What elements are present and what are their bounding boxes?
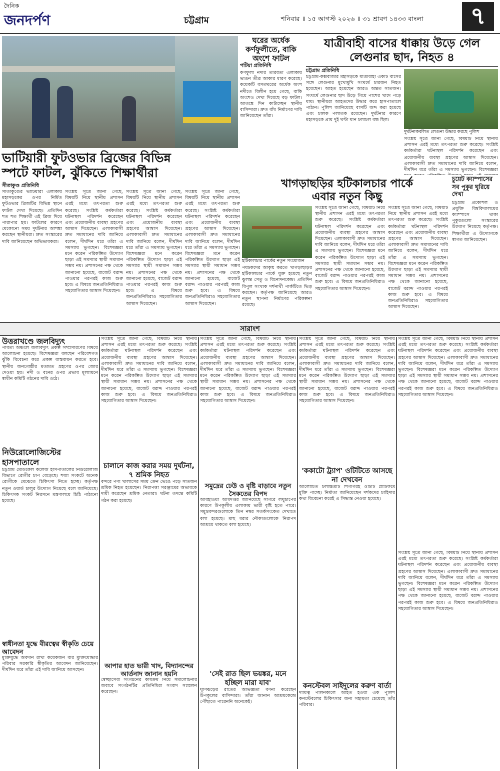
headline-bhatiyari-line2: স্পটে ফাটল, ঝুঁকিতে শিক্ষার্থীরা [2,165,158,180]
body-bhatiyari-col2: সংশ্লিষ্ট সূত্রে জানা গেছে, বিষয়টি নিয়ে স্থানীয় প্রশাসন এরই মধ্যে তৎপরতা শুরু করেছে। সংশ্লিষ্ট কর্মকর্তারা ঘটনাস্থল পরিদর্শন করেছেন এবং প্রয়োজনীয় ব্যবস্থা গ্রহণের আশ্বাস দিয়েছেন। এলাকাবাসী দ্রুত সমাধানের দাবি জানিয়ে বলেন, দীর্ঘদিন ধরে তাঁরা এ সমস্যায় ভুগছেন। বিশেষজ্ঞরা মনে করেন পরিকল্পিত উদ্যোগ ছাড়া এই সমস্যার স্থায়ী সমাধান সম্ভব নয়। প্রশাসনের পক্ষ থেকে জানানো হয়েছে, বাজেট বরাদ্দ পাওয়ার পরপরই কাজ শুরু হবে। এ বিষয়ে জনপ্রতিনিধিরাও সহযোগিতার আশ্বাস দিয়েছেন। [65,190,123,295]
newspaper-logo [4,3,66,29]
body-col5-top: সংশ্লিষ্ট সূত্রে জানা গেছে, বিষয়টি নিয়ে স্থানীয় প্রশাসন এরই মধ্যে তৎপরতা শুরু করেছে। সংশ্লিষ্ট কর্মকর্তারা ঘটনাস্থল পরিদর্শন করেছেন এবং প্রয়োজনীয় ব্যবস্থা গ্রহণের আশ্বাস দিয়েছেন। এলাকাবাসী দ্রুত সমাধানের দাবি জানিয়ে বলেন, দীর্ঘদিন ধরে তাঁরা এ সমস্যায় ভুগছেন। বিশেষজ্ঞরা মনে করেন পরিকল্পিত উদ্যোগ ছাড়া এই সমস্যার স্থায়ী সমাধান সম্ভব নয়। প্রশাসনের পক্ষ থেকে জানানো হয়েছে, বাজেট বরাদ্দ পাওয়ার পরপরই কাজ শুরু হবে। এ বিষয়ে জনপ্রতিনিধিরাও সহযোগিতার আশ্বাস দিয়েছেন। [398,337,498,398]
headline-neurology: নিউরোলোজিস্টের হাসপাতালে [2,448,62,467]
byline-bhatiyari: সীতাকুণ্ড প্রতিনিধি [2,183,39,189]
brief-column-4 [299,337,395,769]
body-neurology: চট্টগ্রাম মেডিকেল কলেজ হাসপাতালের নিউরোলজি বিভাগে রোগীর চাপ বেড়েছে। শয্যা সংকটে অনেক রোগীকে মেঝেতে চিকিৎসা নিতে হচ্ছে। কর্তৃপক্ষ নতুন ওয়ার্ড চালুর উদ্যোগ নিয়েছে বলে জানিয়েছে। চিকিৎসক সংকট নিরসনে মন্ত্রণালয়ে চিঠি পাঠানো হয়েছে। [2,468,98,505]
park-photo [242,206,312,258]
headline-bus-line2: লেগুনার ছাদ, নিহত ৪ [349,50,455,64]
page-number: ৭ [462,2,494,31]
body-cockatoo: আলোচিত চলচ্চিত্রটি শিগগিরই ওটিটি প্ল্যাটফর্মে মুক্তি পাচ্ছে। নির্মাতা জানিয়েছেন দর্শকদের চাহিদার কথা বিবেচনা করেই এ সিদ্ধান্ত নেওয়া হয়েছে। [299,485,395,503]
logo-small-text: দৈনিক [4,3,20,10]
body-col4-top: সংশ্লিষ্ট সূত্রে জানা গেছে, বিষয়টি নিয়ে স্থানীয় প্রশাসন এরই মধ্যে তৎপরতা শুরু করেছে। সংশ্লিষ্ট কর্মকর্তারা ঘটনাস্থল পরিদর্শন করেছেন এবং প্রয়োজনীয় ব্যবস্থা গ্রহণের আশ্বাস দিয়েছেন। এলাকাবাসী দ্রুত সমাধানের দাবি জানিয়ে বলেন, দীর্ঘদিন ধরে তাঁরা এ সমস্যায় ভুগছেন। বিশেষজ্ঞরা মনে করেন পরিকল্পিত উদ্যোগ ছাড়া এই সমস্যার স্থায়ী সমাধান সম্ভব নয়। প্রশাসনের পক্ষ থেকে জানানো হয়েছে, বাজেট বরাদ্দ পাওয়ার পরপরই কাজ শুরু হবে। এ বিষয়ে জনপ্রতিনিধিরাও সহযোগিতার আশ্বাস দিয়েছেন। [299,337,395,405]
caption-accident: দুর্ঘটনাকবলিত লেগুনা উদ্ধার করছে পুলিশ [404,130,480,135]
column-rule [198,337,199,769]
brief-column-3 [200,337,296,769]
body-khagrachari-col3: সংশ্লিষ্ট সূত্রে জানা গেছে, বিষয়টি নিয়ে স্থানীয় প্রশাসন এরই মধ্যে তৎপরতা শুরু করেছে। সংশ্লিষ্ট কর্মকর্তারা ঘটনাস্থল পরিদর্শন করেছেন এবং প্রয়োজনীয় ব্যবস্থা গ্রহণের আশ্বাস দিয়েছেন। এলাকাবাসী দ্রুত সমাধানের দাবি জানিয়ে বলেন, দীর্ঘদিন ধরে তাঁরা এ সমস্যায় ভুগছেন। বিশেষজ্ঞরা মনে করেন পরিকল্পিত উদ্যোগ ছাড়া এই সমস্যার স্থায়ী সমাধান সম্ভব নয়। প্রশাসনের পক্ষ থেকে জানানো হয়েছে, বাজেট বরাদ্দ পাওয়ার পরপরই কাজ শুরু হবে। এ বিষয়ে জনপ্রতিনিধিরাও সহযোগিতার আশ্বাস দিয়েছেন। [388,206,448,311]
story-chuet [452,176,498,318]
body-chalan: বন্দরে পণ্য খালাসের সময় ক্রেন ভেঙে পড়ে সাতজন শ্রমিক নিহত হয়েছেন। নিরাপত্তা সরঞ্জামের অভাবকে দায়ী করেছেন শ্রমিক নেতারা। ঘটনা তদন্তে কমিটি গঠন করা হয়েছে। [101,480,197,504]
body-amar: স্বেচ্ছাসেবী সংগঠনের কার্যক্রম নিয়ে সমালোচনার জবাবে সংগঠনটির প্রতিনিধিরা সংবাদ সম্মেলন করেছেন। [101,678,197,696]
brief-column-5 [398,337,498,769]
headline-bhatiyari-line1: ভাটিয়ারী ফুটওভার ব্রিজের বিভিন্ন [2,150,171,165]
headline-samudra: সমুদ্রের ঢেউ ও বৃষ্টি বাড়াবে নতুন সৈকতের বিপদ [204,482,292,498]
column-rule [99,337,100,769]
summary-bar: সারাংশ [0,322,500,336]
truck-photo [175,36,238,148]
brief-column-1 [2,337,98,769]
column-rule [297,337,298,769]
headline-swadhinota: স্বাধীনতা যুদ্ধে বীরত্বের স্বীকৃতি চেয়ে আবেদন [2,640,94,656]
headline-chalan: চালানে কাজ করার সময় দুর্ঘটনা, ৭ শ্রমিক নিহত [103,462,195,479]
body-bhatiyari-col1: সীতাকুণ্ডের ভাটিয়ারী এলাকায় মহাসড়কের ওপর নির্মিত ফুটওভার ব্রিজটির বিভিন্ন স্থানে ফাটল দেখা দিয়েছে। প্রতিদিন শত শত শিক্ষার্থী এই ব্রিজ দিয়ে পারাপার হয়। ফাটলের কারণে যেকোনো সময় দুর্ঘটনার আশঙ্কা করছেন স্থানীয়রা। দ্রুত সংস্কারের দাবি জানিয়েছেন অভিভাবকরা। [2,190,62,245]
headline-khagrachari-line2: এবার নতুন কিছু [311,190,383,203]
divider [306,66,498,67]
brief-column-2 [101,337,197,769]
headline-cockatoo: 'ককাটো ট্র্যাপ' ওটিটিতে আসছে না দেখবেন [301,467,393,484]
section-name: চট্টগ্রাম [184,16,209,26]
body-col5-bottom: সংশ্লিষ্ট সূত্রে জানা গেছে, বিষয়টি নিয়ে স্থানীয় প্রশাসন এরই মধ্যে তৎপরতা শুরু করেছে। সংশ্লিষ্ট কর্মকর্তারা ঘটনাস্থল পরিদর্শন করেছেন এবং প্রয়োজনীয় ব্যবস্থা গ্রহণের আশ্বাস দিয়েছেন। এলাকাবাসী দ্রুত সমাধানের দাবি জানিয়ে বলেন, দীর্ঘদিন ধরে তাঁরা এ সমস্যায় ভুগছেন। বিশেষজ্ঞরা মনে করেন পরিকল্পিত উদ্যোগ ছাড়া এই সমস্যার স্থায়ী সমাধান সম্ভব নয়। প্রশাসনের পক্ষ থেকে জানানো হয়েছে, বাজেট বরাদ্দ পাওয়ার পরপরই কাজ শুরু হবে। এ বিষয়ে জনপ্রতিনিধিরাও সহযোগিতার আশ্বাস দিয়েছেন। [398,551,498,612]
story-ghor [240,36,302,148]
body-ghor: কর্ণফুলী নদীর তীরবর্তী এলাকায় ভাঙন তীব্র আকার ধারণ করেছে। কয়েকটি বসতঘরের অর্ধেক অংশ নদীতে বিলীন হয়ে গেছে, বাকি অংশেও দেখা দিয়েছে বড় ফাটল। আতঙ্কে দিন কাটাচ্ছেন স্থানীয় বাসিন্দারা। দ্রুত বাঁধ নির্মাণের দাবি জানিয়েছেন তাঁরা। [240,71,302,120]
body-samudra: আবহাওয়া অধিদপ্তর জানিয়েছে সাগরে লঘুচাপের কারণে উপকূলীয় এলাকায় ভারী বৃষ্টি হতে পারে। সমুদ্রবন্দরগুলোকে তিন নম্বর সতর্কসংকেত দেখাতে বলা হয়েছে। মাছ ধরার নৌকাগুলোকে নিরাপদ আশ্রয়ে থাকতে বলা হয়েছে। [200,498,296,528]
headline-bus-line1: যাত্রীবাহী বাসের ধাক্কায় উড়ে গেল [324,36,480,50]
body-constable: দায়িত্ব পালনকালে আহত হওয়া এক পুলিশ কনস্টেবলের চিকিৎসার জন্য সহায়তা চেয়েছে তাঁর পরিবার। [299,691,395,709]
body-khagrachari-col2: সংশ্লিষ্ট সূত্রে জানা গেছে, বিষয়টি নিয়ে স্থানীয় প্রশাসন এরই মধ্যে তৎপরতা শুরু করেছে। সংশ্লিষ্ট কর্মকর্তারা ঘটনাস্থল পরিদর্শন করেছেন এবং প্রয়োজনীয় ব্যবস্থা গ্রহণের আশ্বাস দিয়েছেন। এলাকাবাসী দ্রুত সমাধানের দাবি জানিয়ে বলেন, দীর্ঘদিন ধরে তাঁরা এ সমস্যায় ভুগছেন। বিশেষজ্ঞরা মনে করেন পরিকল্পিত উদ্যোগ ছাড়া এই সমস্যার স্থায়ী সমাধান সম্ভব নয়। প্রশাসনের পক্ষ থেকে জানানো হয়েছে, বাজেট বরাদ্দ পাওয়ার পরপরই কাজ শুরু হবে। এ বিষয়ে জনপ্রতিনিধিরাও সহযোগিতার আশ্বাস দিয়েছেন। [315,206,385,292]
headline-ghor: ঘরের অর্ধেক কর্ণফুলীতে, বাকি অংশে ফাটল [245,36,297,63]
masthead [0,0,500,34]
headline-constable: কনস্টেবল সাইদুলের করুণ বার্তা [302,682,392,690]
caption-park: হটিকালচার পার্কের নতুন সংযোজন [242,259,305,264]
accident-photo [404,69,498,129]
body-col2-top: সংশ্লিষ্ট সূত্রে জানা গেছে, বিষয়টি নিয়ে স্থানীয় প্রশাসন এরই মধ্যে তৎপরতা শুরু করেছে। সংশ্লিষ্ট কর্মকর্তারা ঘটনাস্থল পরিদর্শন করেছেন এবং প্রয়োজনীয় ব্যবস্থা গ্রহণের আশ্বাস দিয়েছেন। এলাকাবাসী দ্রুত সমাধানের দাবি জানিয়ে বলেন, দীর্ঘদিন ধরে তাঁরা এ সমস্যায় ভুগছেন। বিশেষজ্ঞরা মনে করেন পরিকল্পিত উদ্যোগ ছাড়া এই সমস্যার স্থায়ী সমাধান সম্ভব নয়। প্রশাসনের পক্ষ থেকে জানানো হয়েছে, বাজেট বরাদ্দ পাওয়ার পরপরই কাজ শুরু হবে। এ বিষয়ে জনপ্রতিনিধিরাও সহযোগিতার আশ্বাস দিয়েছেন। [101,337,197,405]
body-bus: চট্টগ্রাম-কক্সবাজার মহাসড়কে যাত্রীবাহী একটি বাসের সঙ্গে লেগুনার মুখোমুখি সংঘর্ষে চারজন নিহত হয়েছেন। আহত হয়েছেন আরও অন্তত সাতজন। সংঘর্ষে লেগুনার ছাদ উড়ে গিয়ে পাশের খাদে পড়ে যায়। স্থানীয়রা আহতদের উদ্ধার করে হাসপাতালে পাঠান। পুলিশ জানিয়েছে বাসটি জব্দ করা হয়েছে এবং চালক পলাতক রয়েছেন। দুর্ঘটনার কারণে মহাসড়কে প্রায় দুই ঘণ্টা যান চলাচল বন্ধ ছিল। [306,75,401,124]
headline-khagrachari-line1: খাগড়াছড়ির হটিকালচার পার্কে [281,177,413,190]
column-rule [396,337,397,769]
body-khagrachari-col1: পর্যটকদের আকৃষ্ট করতে খাগড়াছড়ির হটিকালচার পার্কে যুক্ত হয়েছে নতুন ঝুলন্ত সেতু ও বিনোদনকেন্দ্র। প্রতিদিন বিপুল সংখ্যক দর্শনার্থী পার্কটিতে ভিড় করছেন। কর্তৃপক্ষ জানিয়েছে আরও নতুন স্থাপনা নির্মাণের পরিকল্পনা রয়েছে। [242,266,312,309]
body-bus-cont: সংশ্লিষ্ট সূত্রে জানা গেছে, বিষয়টি নিয়ে স্থানীয় প্রশাসন এরই মধ্যে তৎপরতা শুরু করেছে। সংশ্লিষ্ট কর্মকর্তারা ঘটনাস্থল পরিদর্শন করেছেন এবং প্রয়োজনীয় ব্যবস্থা গ্রহণের আশ্বাস দিয়েছেন। এলাকাবাসী দ্রুত সমাধানের দাবি জানিয়ে বলেন, দীর্ঘদিন ধরে তাঁরা এ সমস্যায় ভুগছেন। বিশেষজ্ঞরা [404,137,498,174]
headline-jolobidyut: উত্তরাখণ্ডে জলবিদ্যুৎ [2,337,66,346]
body-col3-top: সংশ্লিষ্ট সূত্রে জানা গেছে, বিষয়টি নিয়ে স্থানীয় প্রশাসন এরই মধ্যে তৎপরতা শুরু করেছে। সংশ্লিষ্ট কর্মকর্তারা ঘটনাস্থল পরিদর্শন করেছেন এবং প্রয়োজনীয় ব্যবস্থা গ্রহণের আশ্বাস দিয়েছেন। এলাকাবাসী দ্রুত সমাধানের দাবি জানিয়ে বলেন, দীর্ঘদিন ধরে তাঁরা এ সমস্যায় ভুগছেন। বিশেষজ্ঞরা মনে করেন পরিকল্পিত উদ্যোগ ছাড়া এই সমস্যার স্থায়ী সমাধান সম্ভব নয়। প্রশাসনের পক্ষ থেকে জানানো হয়েছে, বাজেট বরাদ্দ পাওয়ার পরপরই কাজ শুরু হবে। এ বিষয়ে জনপ্রতিনিধিরাও সহযোগিতার আশ্বাস দিয়েছেন। [200,337,296,405]
body-sesh: ঘূর্ণিঝড়ের রাতের অভিজ্ঞতা বর্ণনা করেছেন উপকূলের বাসিন্দারা। তাঁরা জানান আশ্রয়কেন্দ্রে পৌঁছাতে পারেননি অনেকেই। [200,688,296,706]
body-swadhinota: মুক্তিযুদ্ধে অবদান রাখা কয়েকজন বীর মুক্তিযোদ্ধার পরিবার সরকারি স্বীকৃতির আবেদন জানিয়েছেন। দীর্ঘদিন ধরে তাঁরা এই দাবি জানিয়ে আসছেন। [2,656,98,674]
headline-chuet: চুয়েট ক্যাম্পাসের সব পুকুর ঘুরিয়ে দেখা [452,176,493,198]
body-jolobidyut: পার্বত্য অঞ্চলে জলবিদ্যুৎ প্রকল্প সম্প্রসারণের বিষয়ে আলোচনা হয়েছে। বিশেষজ্ঞরা বলছেন পরিবেশগত ঝুঁকি বিবেচনা করে প্রকল্প বাস্তবায়ন করতে হবে। স্থানীয় জনগোষ্ঠীর মতামত গ্রহণের ওপর জোর দেওয়া হয়। নদী ও বনের ওপর প্রভাব মূল্যায়নে স্বাধীন কমিটি গঠনের দাবি ওঠে। [2,346,98,383]
dateline: শনিবার ॥ ১৫ আগস্ট ২০২৬ ॥ ৩১ শ্রাবণ ১৪৩৩ বাংলা [281,15,424,23]
body-chuet: চট্টগ্রাম প্রকৌশল ও প্রযুক্তি বিশ্ববিদ্যালয়ের ক্যাম্পাসে থাকা পুকুরগুলো সংস্কারের উদ্যোগ নিয়েছে কর্তৃপক্ষ। শিক্ষার্থীরা এ উদ্যোগকে স্বাগত জানিয়েছেন। [452,200,498,243]
headline-amar: আপার হাত ভারী খাদ, বিদ্যানন্দের আর্তনাদ জানান হয়নি [104,662,194,678]
headline-sesh: 'সেই রাত ছিল ভয়ঙ্কর, মনে হচ্ছিল মারা যাব' [209,670,287,687]
body-bhatiyari-col4: সংশ্লিষ্ট সূত্রে জানা গেছে, বিষয়টি নিয়ে স্থানীয় প্রশাসন এরই মধ্যে তৎপরতা শুরু করেছে। সংশ্লিষ্ট কর্মকর্তারা ঘটনাস্থল পরিদর্শন করেছেন এবং প্রয়োজনীয় ব্যবস্থা গ্রহণের আশ্বাস দিয়েছেন। এলাকাবাসী দ্রুত সমাধানের দাবি জানিয়ে বলেন, দীর্ঘদিন ধরে তাঁরা এ সমস্যায় ভুগছেন। বিশেষজ্ঞরা মনে করেন পরিকল্পিত উদ্যোগ ছাড়া এই সমস্যার স্থায়ী সমাধান সম্ভব নয়। প্রশাসনের পক্ষ থেকে জানানো হয়েছে, বাজেট বরাদ্দ পাওয়ার পরপরই কাজ শুরু হবে। এ বিষয়ে জনপ্রতিনিধিরাও সহযোগিতার আশ্বাস দিয়েছেন। [185,190,240,307]
byline-bus: চট্টগ্রাম প্রতিনিধি [306,68,340,74]
logo-text: জনদর্পণ [4,13,51,29]
body-bhatiyari-col3: সংশ্লিষ্ট সূত্রে জানা গেছে, বিষয়টি নিয়ে স্থানীয় প্রশাসন এরই মধ্যে তৎপরতা শুরু করেছে। সংশ্লিষ্ট কর্মকর্তারা ঘটনাস্থল পরিদর্শন করেছেন এবং প্রয়োজনীয় ব্যবস্থা গ্রহণের আশ্বাস দিয়েছেন। এলাকাবাসী দ্রুত সমাধানের দাবি জানিয়ে বলেন, দীর্ঘদিন ধরে তাঁরা এ সমস্যায় ভুগছেন। বিশেষজ্ঞরা মনে করেন পরিকল্পিত উদ্যোগ ছাড়া এই সমস্যার স্থায়ী সমাধান সম্ভব নয়। প্রশাসনের পক্ষ থেকে জানানো হয়েছে, বাজেট বরাদ্দ পাওয়ার পরপরই কাজ শুরু হবে। এ বিষয়ে জনপ্রতিনিধিরাও সহযোগিতার আশ্বাস দিয়েছেন। [126,190,182,307]
byline-ghor: পটিয়া প্রতিনিধি [240,63,272,69]
